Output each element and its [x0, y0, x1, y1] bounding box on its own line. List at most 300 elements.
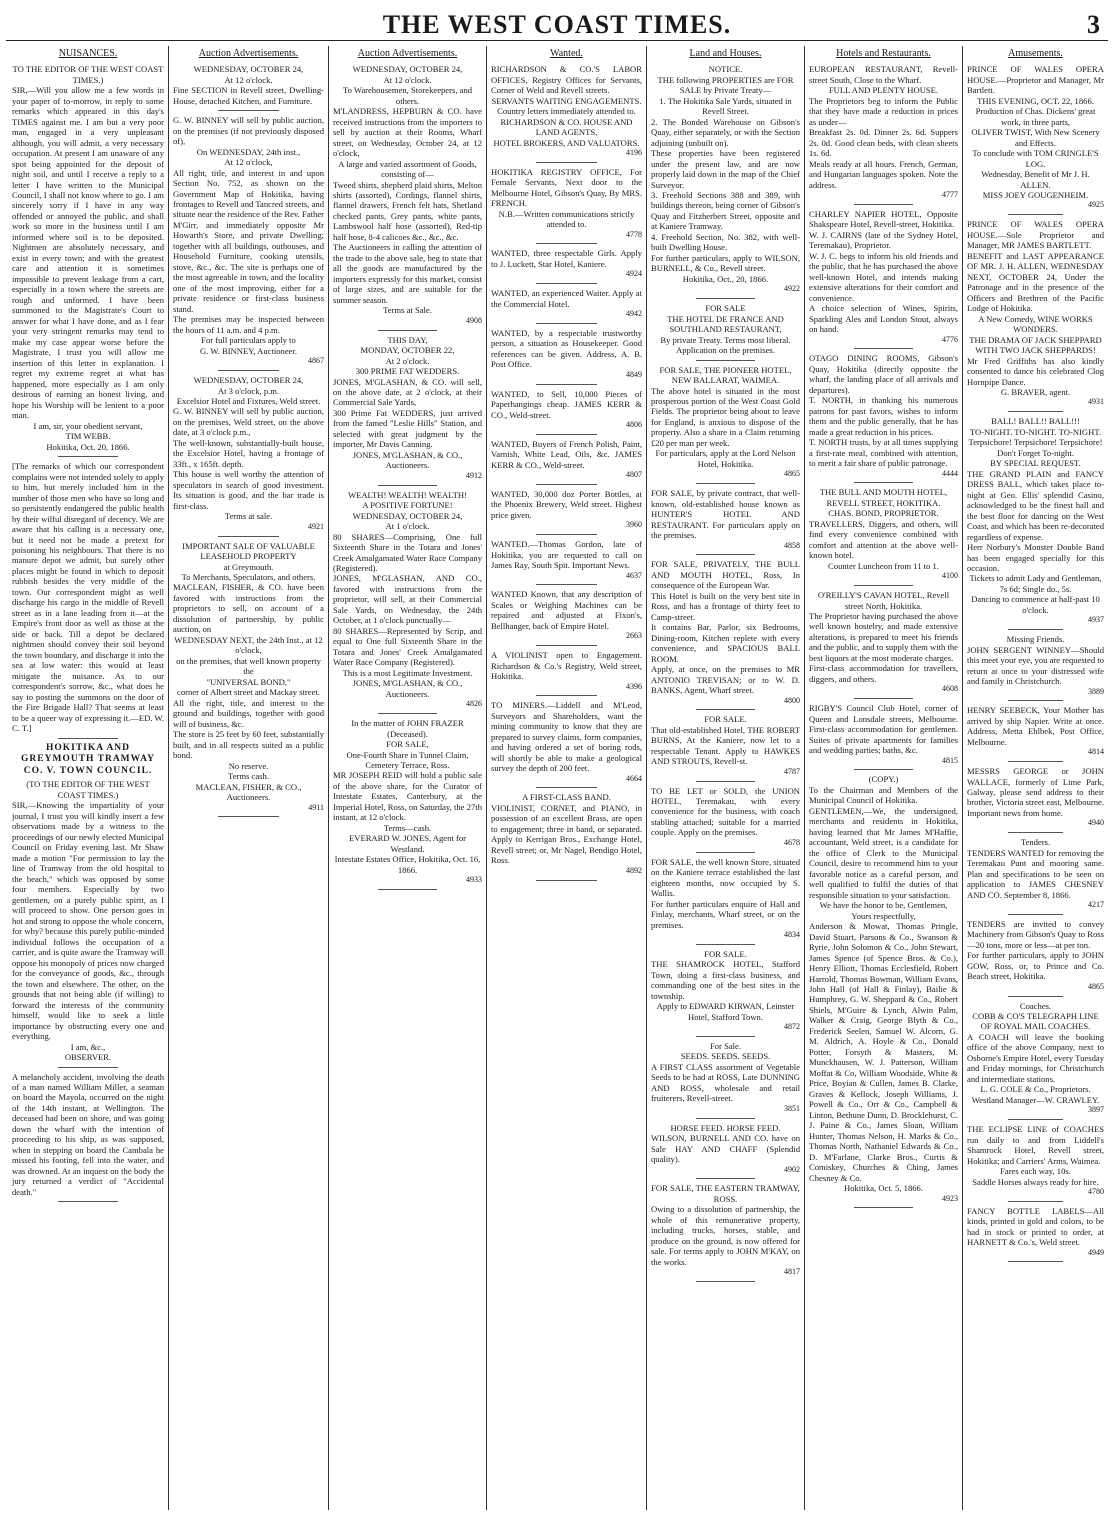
separator — [536, 434, 596, 435]
item-text: SIR,—Knowing the impartiality of your journal, I trust you will kindly insert a few observations made by a witness to the proceedings of our newly elected Municipal Council on Friday evening last. Mr Shaw made a motion "For permission to lay the line of Tramway from the old hospital to the beach," which was opposed by some four members. Especially by two gentlemen, on a purely public spirit, as I will proceed to show. One person goes in hot and strong to oppose the whole concern, for why? because this purely public-minded individual follows the occupation of a carrier, and is quite aware the Tramway will oppose his monopoly of prices now charged for the conveyance of goods, &c., through the town and elsewhere. The other, on the grounds that not being able (if willing) to forward the interests of the community himself, would like to seek a little importance by obstructing every one and everything. — [12, 800, 164, 1042]
item-text: THE DRAMA OF JACK SHEPPARD WITH TWO JACK SHEPPARDS! — [969, 334, 1102, 356]
item-text: Hokitika, Oct., 20, 1866. — [682, 273, 769, 284]
item-text: 2. The Bonded Warehouse on Gibson's Quay, either separately, or with the Section adjoining (unbuilt on). — [651, 116, 800, 148]
item-text: HOKITIKA REGISTRY OFFICE, For Female Servants, Next door to the Melbourne Hotel, Gibson's Quay, By MRS. FRENCH. — [491, 166, 642, 209]
separator — [536, 283, 596, 284]
item-text: WANTED, 30,000 doz Porter Bottles, at the Phoenix Brewery, Weld street. Highest price given. — [491, 489, 642, 520]
ad-reference-number: 4867 — [308, 356, 324, 366]
separator — [58, 1201, 119, 1202]
separator — [536, 162, 596, 163]
separator — [854, 482, 914, 483]
column-7 — [962, 46, 1108, 1510]
item-text: Coaches. — [1019, 1000, 1052, 1011]
item-text: A large and varied assortment of Goods, consisting of— — [338, 158, 477, 180]
item-text: Application on the premises. — [676, 345, 775, 356]
separator — [696, 781, 756, 782]
item-text: No reserve. — [228, 760, 269, 771]
item-text: Dancing to commence at half-past 10 o'clock. — [971, 594, 1100, 615]
item-text: At 12 o'clock. — [224, 74, 273, 85]
item-text: Hokitika, Oct. 20, 1866. — [46, 441, 130, 452]
item-text: Saddle Horses always ready for hire. — [972, 1176, 1099, 1187]
separator — [378, 713, 438, 714]
column-heading: Land and Houses. — [689, 48, 762, 59]
item-text: O'REILLY'S CAVAN HOTEL, Revell street North, Hokitika. — [817, 590, 950, 611]
advertisement — [333, 718, 482, 885]
separator — [696, 298, 756, 299]
advertisement — [651, 1123, 800, 1175]
ad-reference-number: 4892 — [626, 865, 642, 875]
item-text: 300 Prime Fat WEDDERS, just arrived from the famed "Leslie Hills" Station, and selected with great judgment by the importer, Mr Davis Canning. — [333, 407, 482, 450]
ad-reference-number: 4908 — [466, 315, 482, 325]
ad-reference-number: 4664 — [626, 773, 642, 783]
separator — [1008, 214, 1063, 215]
item-text: MACLEAN, FISHER, & CO. have been favored with instructions from the proprietors to sell, on account of a dissolution of partnership, by public auction, on — [173, 582, 324, 635]
ad-reference-number: 4931 — [1088, 397, 1104, 407]
item-text: At 2 o'clock. — [385, 355, 430, 366]
item-text: TENDERS WANTED for removing the Teremakau Punt and mooring same. Plan and specifications to be seen on application to JAMES CHESNEY AND CO. September 8, 1866. — [967, 847, 1104, 900]
advertisement — [491, 489, 642, 530]
item-text: JONES, M'GLASHAN, AND CO., favored with instructions from the proprietor, will sell, at their Commercial Sale Yards, on Wednesday, the 24th October, at 1 o'clock punctually— — [333, 573, 482, 626]
ad-reference-number: 4858 — [784, 540, 800, 550]
separator — [1008, 1119, 1063, 1120]
item-text: Apply, at once, on the premises to MR ANTONIO TREVISAN; or to W. D. BANKS, Agent, Wharf street. — [651, 664, 800, 696]
ad-reference-number: 4817 — [784, 1267, 800, 1277]
item-text: At 1 o'clock. — [385, 521, 430, 532]
ad-reference-number: 4776 — [942, 334, 958, 344]
separator — [218, 536, 278, 537]
item-text: WANTED, by a respectable trustworthy person, a situation as Housekeeper. Good references can be given. Address, A. B. Post Office. — [491, 327, 642, 370]
ad-reference-number: 4933 — [466, 875, 482, 885]
masthead-rule — [6, 40, 1108, 41]
item-text: Intestate Estates Office, Hokitika, Oct. 16, 1866. — [334, 854, 481, 875]
advertisement — [967, 919, 1104, 992]
advertisement — [651, 303, 800, 355]
item-text: HOTEL BROKERS, AND VALUATORS. — [493, 137, 640, 148]
column-3 — [328, 46, 486, 1510]
item-text: WANTED.—Thomas Gordon, late of Hokitika, you are requested to call on James Ray, South Spit. Important News. — [491, 539, 642, 571]
advertisement — [967, 416, 1104, 625]
column-4 — [486, 46, 646, 1510]
item-text: The Proprietor having purchased the above well known hostelry, and made extensive alterations, is prepared to meet his friends and the public, and to supply them with the best liquors at the most moderate charges. — [809, 610, 958, 663]
item-text: A FIRST CLASS assortment of Vegetable Seeds to be had at ROSS, Late DUNNING AND ROSS, wholesale and retail fruiterers, Revell-street. — [651, 1061, 800, 1104]
item-text: W. J. CAIRNS (late of the Sydney Hotel, Teremakau), Proprietor. — [809, 229, 958, 251]
item-text: FOR SALE, — [386, 739, 429, 750]
item-text: FOR SALE. — [704, 948, 747, 959]
column-6 — [804, 46, 962, 1510]
item-text: At 12 o'clock. — [383, 74, 432, 85]
item-text: [The remarks of which our correspondent complains were not intended solely to apply to him, but merely included him in the number of those men who have so long and so persistently endangered the public health by their wilful disregard of decency. We are aware that his calling is a necessary one, but it need not be made a pretext for poisoning his neighbours. That there is no manure depot we admit, but surely other places might be found in which to deposit rubbish besides the very middle of the town. Our correspondent might as well discharge his cargo in the middle of Revell street as in a lane leading from it—at the Empire's front door as well as those at the side or back. Till a depot be declared nightmen should convey their soil beyond the town boundary, and discharge it into the sea at low water: this would at least mitigate the nuisance. As to our correspondent's sorrow, &c., what does he say to posting the summons on the door of the Fire Brigade Hall? That seems at least to be a queer way of expressing it.—ED. W. C. T.] — [12, 461, 164, 734]
item-text: MONDAY, OCTOBER 22, — [360, 345, 455, 356]
separator — [218, 816, 278, 817]
advertisement — [651, 365, 800, 480]
item-text: Terms—cash. — [383, 822, 432, 833]
advertisement — [12, 743, 164, 1063]
advertisement — [967, 219, 1104, 407]
advertisement — [173, 115, 324, 366]
separator — [378, 889, 438, 890]
item-text: First-class accommodation for travellers, diggers, and others. — [809, 663, 958, 684]
item-text: This Hotel is built on the very best site in Ross, and has a frontage of thirty feet to Camp-street. — [651, 590, 800, 622]
advertisement — [651, 1041, 800, 1114]
item-text: WANTED, Buyers of French Polish, Paint, Varnish, White Lead, Oils, &c. JAMES KERR & CO., Weld-street. — [491, 438, 642, 470]
item-text: WANTED, to Sell, 10,000 Pieces of Paperhangings cheap. JAMES KERR & CO., Weld-street. — [491, 388, 642, 420]
separator — [696, 483, 756, 484]
advertisement — [809, 703, 958, 765]
separator — [378, 485, 438, 486]
separator — [696, 944, 756, 945]
item-text: on the premises, that well known property the — [176, 655, 321, 677]
item-text: WEDNESDAY, OCTOBER 24, — [352, 64, 463, 75]
item-text: WEDNESDAY, OCTOBER 24, — [193, 64, 304, 75]
item-text: To the Chairman and Members of the Municipal Council of Hokitika. — [809, 784, 958, 806]
item-text: MISS JOEY GOUGENHEIM. — [982, 190, 1089, 200]
item-text: L. G. COLE & Co., Proprietors. Westland Manager—W. CRAWLEY. — [971, 1084, 1100, 1105]
column-heading: NUISANCES. — [58, 48, 118, 59]
ad-reference-number: 4396 — [626, 681, 642, 691]
item-text: WANTED, three respectable Girls. Apply to J. Luckett, Star Hotel, Kaniere. — [491, 248, 642, 269]
advertisement — [491, 792, 642, 875]
ad-reference-number: 4800 — [784, 695, 800, 705]
ad-reference-number: 4911 — [308, 802, 324, 812]
ad-reference-number: 4865 — [784, 469, 800, 479]
advertisement — [651, 1183, 800, 1277]
ad-reference-number: 4949 — [1088, 1247, 1104, 1257]
separator — [854, 1207, 914, 1208]
item-text: "UNIVERSAL BOND," — [206, 676, 291, 687]
item-text: Missing Friends. — [1006, 634, 1065, 645]
advertisement — [809, 487, 958, 581]
item-text: THE following PROPERTIES are FOR SALE by Private Treaty— — [657, 74, 794, 96]
item-text: RIGBY'S Council Club Hotel, corner of Queen and Lonsdale streets, Melbourne. First-class accommodation for gentlemen. Suites of private apartments for families and wedding parties; baths, &c. — [809, 703, 958, 756]
separator — [1008, 914, 1063, 915]
ad-reference-number: 4942 — [626, 309, 642, 319]
item-text: TIM WEBB. — [65, 431, 111, 442]
item-text: Tweed shirts, shepherd plaid shirts, Melton shirts (assorted), Cordings, flannel shirts, flannel drawers, French felt hats, Shetland checked pants, Grey pants, white pants, Lambswool half hose (assorted), Red-tip half hose, 8-4 calicoes &c., &c., &c. — [333, 179, 482, 242]
item-text: at Greymouth. — [223, 561, 274, 572]
item-text: G. W. BINNEY will sell by public auction, on the premises, Weld street, on the above date, at 3 o'clock p.m., — [173, 406, 324, 438]
item-text: That old-established Hotel, THE ROBERT BURNS, At the Kaniere, now let to a respectable Tenant. Apply to HAWKES AND STROUTS, Revell-st. — [651, 724, 800, 767]
separator — [58, 1067, 119, 1068]
item-text: 4. Freehold Section, No. 382, with well-built Dwelling House. — [651, 231, 800, 253]
item-text: The store is 25 feet by 60 feet, substantially built, and in all respects suited as a public bond. — [173, 729, 324, 761]
item-text: FOR SALE — [705, 303, 746, 314]
column-heading: Hotels and Restaurants. — [836, 48, 931, 59]
item-text: JONES, M'GLASHAN, & CO. will sell, on the above date, at 2 o'clock, at their Commercial Sale Yards, — [333, 376, 482, 408]
item-text: WEALTH! WEALTH! WEALTH! — [347, 489, 468, 500]
item-text: Wednesday, Benefit of Mr J. H. ALLEN. — [981, 169, 1090, 190]
column-5 — [646, 46, 804, 1510]
item-text: Terms cash. — [228, 771, 269, 782]
item-text: RICHARDSON & CO.'S LABOR OFFICES, Registry Offices for Servants, Corner of Weld and Revell streets. — [491, 64, 642, 96]
item-text: I am, &c., — [70, 1041, 106, 1052]
item-text: Terms at sale. — [224, 511, 273, 522]
item-text: TO MINERS.—Liddell and M'Leod, Surveyors and Shareholders, want the mining community to know that they are prepared to survey claims, form companies, and having ordered a set of boring rods, will shortly be able to make a geological survey the depth of 200 feet. — [491, 700, 642, 774]
item-text: PRINCE OF WALES OPERA HOUSE.—Sole Proprietor and Manager, MR JAMES BARTLETT. — [967, 219, 1104, 251]
item-text: Breakfast 2s. 0d. Dinner 2s. 6d. Suppers 2s. 0d. Good clean beds, with clean sheets 1s. 6d. — [809, 127, 958, 159]
item-text: HENRY SEEBECK, Your Mother has arrived by ship Napier. Write at once. Address, Metta Ehlbek, Post Office, Melbourne. — [967, 705, 1104, 747]
advertisement — [491, 439, 642, 480]
item-text: Terpsichore! Terpsichore! Terpsichore! — [968, 437, 1103, 448]
item-text: W. J. C. begs to inform his old friends and the public, that he has purchased the above well-known Hotel, and intends making extensive alterations for their comfort and convenience. — [809, 250, 958, 303]
advertisement — [491, 589, 642, 641]
advertisement — [12, 461, 164, 734]
advertisement — [491, 167, 642, 240]
separator — [1008, 1261, 1063, 1262]
advertisement — [491, 64, 642, 158]
column-heading: Amusements. — [1008, 48, 1063, 59]
separator — [1008, 411, 1063, 412]
advertisement — [491, 389, 642, 430]
ad-reference-number: 4815 — [942, 755, 958, 765]
separator — [1008, 996, 1063, 997]
ad-reference-number: 4444 — [942, 468, 958, 478]
advertisement — [333, 335, 482, 481]
ad-reference-number: 4777 — [942, 190, 958, 199]
separator — [696, 1118, 756, 1119]
separator — [536, 787, 596, 788]
item-text: To Warehousemen, Storekeepers, and others. — [342, 85, 473, 106]
separator — [536, 534, 596, 535]
item-text: WEDNESDAY, OCTOBER 24, — [193, 375, 304, 386]
advertisement — [651, 559, 800, 705]
item-text: FOR SALE. — [704, 714, 747, 725]
item-text: Tenders. — [1020, 837, 1051, 848]
item-text: Counter Luncheon from 11 to 1. — [828, 560, 939, 571]
separator — [58, 738, 119, 739]
advertisement — [651, 64, 800, 294]
item-text: This house is well worthy the attention of speculators in search of good investment. Its situation is good, and the bar trade is first-class. — [173, 469, 324, 511]
ad-reference-number: 4826 — [466, 699, 482, 709]
item-text: The Proprietors beg to inform the Public that they have made a reduction in prices as under— — [809, 95, 958, 127]
item-text: Tickets to admit Lady and Gentleman, 7s 6d; Single do., 5s. — [969, 573, 1102, 594]
item-text: A POSITIVE FORTUNE! — [362, 500, 453, 511]
advertisement — [173, 541, 324, 813]
ad-reference-number: 2663 — [626, 631, 642, 641]
item-text: FOR SALE, the well known Store, situated on the Kaniere terrace established the last eighteen months, now occupied by S. Wallis. — [651, 856, 800, 899]
item-text: T. NORTH trusts, by at all times supplying a first-rate meal, combined with attention, to merit a fair share of public patronage. — [809, 437, 958, 469]
item-text: JOHN SERGENT WINNEY—Should this meet your eye, you are requested to return at once to your distressed wife and family in Christchurch. — [967, 644, 1104, 687]
item-text: corner of Albert street and Mackay street. — [177, 687, 320, 698]
ad-reference-number: 4217 — [1088, 900, 1104, 910]
item-text: A VIOLINIST open to Engagement. Richardson & Co.'s Registry, Weld street, Hokitika. — [491, 650, 642, 682]
item-text: PRINCE OF WALES OPERA HOUSE.—Proprietor and Manager, Mr Bartlett. — [967, 64, 1104, 96]
advertisement — [12, 1072, 164, 1198]
item-text: For full particulars apply to — [201, 335, 296, 346]
advertisement — [809, 209, 958, 345]
item-text: Excelsior Hotel and Fixtures, Weld street. — [176, 395, 321, 406]
item-text: WEDNESDAY NEXT, the 24th Inst., at 12 o'clock, — [174, 634, 323, 656]
item-text: A FIRST-CLASS BAND. — [522, 792, 611, 803]
item-text: Anderson & Mowat, Thomas Pringle, David Stuart, Parsons & Co., Swanson & Ryrie, John Solomon & Co., John Stewart, James Spence (of Spence Bros. & Co.), Henry Elliott, Thomas Ecclesfield, Robert Harrold, Thomas Bowman, William Evans, John Hall (of Hall & Finlay), Bailie & Humphrey, G. W. Sheppard & Co., Robert Shiels, M'Guire & Lynch, Alwin Palm, Walker & Craig, George Blyth & Co., Frederick Seelen, Samuel W. Alcorn, G. M. Aldrich, A. Hoyle & Co., Donald Potter, Forsyth & Masters, M. Munckhausen, W. J. Patterson, William Moffat & Co, William Woodside, White & Price, Boyian & Cullen, James B. Clarke, Graves & Kellock, Joseph Williams, J. Powell & Co., Orr & Co., Campbell & Linton, Bethune Dunn, D. Brocklehurst, C. J. Paine & Co., James Sloan, William Hunter, Thomas Nelson, H. Marks & Co., Thomas North, Nathaniel Edwards & Co., D. M'Farlane, Clarke Bros., Curtis & Comiskey, Churches & Ching, James Chesney & Co. — [809, 921, 958, 1183]
ad-reference-number: 4924 — [626, 269, 642, 279]
advertisement — [651, 857, 800, 940]
item-text: Meals ready at all hours. French, German, and Hungarian languages spoken. Note the address. — [809, 158, 958, 190]
item-text: THE ECLIPSE LINE of COACHES run daily to and from Liddell's Shamrock Hotel, Revell street, Hokitika; and Carriers' Arms, Waimea. — [967, 1124, 1104, 1166]
item-text: 80 SHARES—Represented by Scrip, and equal to One full Sixteenth Share in the Totara and Jones' Creek Amalgamated Water Race Company (Registered). — [333, 625, 482, 668]
separator — [854, 585, 914, 586]
ad-reference-number: 4637 — [626, 570, 642, 580]
separator — [1008, 761, 1063, 762]
column-1 — [8, 46, 168, 1510]
advertisement — [651, 714, 800, 776]
item-text: OBSERVER. — [64, 1052, 112, 1063]
item-text: JONES, M'GLASHAN, & CO., Auctioneers. — [352, 678, 463, 699]
item-text: All right, title, and interest in and upon Section No. 752, as shown on the Government Map of Hokitika, having frontages to Revell and Tancred streets, and situate near the residence of the Rev. Father M'Girr, and immediately opposite Mr Howarth's Store, and private Dwelling; together with all buildings, outhouses, and Household Furniture, cooking utensils, stove, &c., &c. The site is perhaps one of the most agreeable in town, and the locality one of the most improving, either for a private residence or first-class business stand. — [173, 167, 324, 314]
item-text: FANCY BOTTLE LABELS—All kinds, printed in gold and colors, to be had in stock or printed to order, at HARNETT & Co.'s, Weld street. — [967, 1205, 1104, 1248]
item-text: COBB & CO'S TELEGRAPH LINE OF ROYAL MAIL COACHES. — [972, 1011, 1099, 1032]
item-text: THIS EVENING, OCT. 22, 1866. — [977, 95, 1094, 106]
ad-reference-number: 4834 — [784, 930, 800, 940]
item-text: SERVANTS WAITING ENGAGEMENTS. — [491, 95, 642, 106]
column-heading: Auction Advertisements. — [357, 48, 458, 59]
newspaper-title: THE WEST COAST TIMES. — [382, 10, 732, 39]
advertisement — [12, 64, 164, 452]
advertisement — [967, 64, 1104, 210]
item-text: TO THE EDITOR OF THE WEST COAST TIMES.) — [12, 64, 164, 85]
advertisement — [809, 590, 958, 694]
item-text: For further particulars, apply to WILSON, BURNELL, & Co., Revell street. — [651, 252, 800, 274]
item-text: Owing to a dissolution of partnership, the whole of this remunerative property, including trucks, horses, stable, and produce on the ground, is now offered for sale. For terms apply to JOHN M'KAY, on the works. — [651, 1204, 800, 1267]
ad-reference-number: 4921 — [308, 521, 324, 531]
advertisement — [809, 64, 958, 200]
item-text: By private Treaty. Terms most liberal. — [660, 334, 791, 345]
item-text: TRAVELLERS, Diggers, and others, will find every convenience combined with comfort and attention at the above well-known hotel. — [809, 518, 958, 561]
separator — [536, 584, 596, 585]
separator — [854, 348, 914, 349]
advertisement — [173, 64, 324, 106]
item-text: Production of Chas. Dickens' great work, in three parts, — [975, 106, 1096, 127]
item-text: OTAGO DINING ROOMS, Gibson's Quay, Hokitika (directly opposite the wharf, the landing place of all arrivals and departures). — [809, 353, 958, 395]
ad-reference-number: 4902 — [784, 1164, 800, 1174]
advertisement — [967, 705, 1104, 757]
item-text: For particulars, apply at the Lord Nelson Hotel, Hokitika. — [655, 448, 796, 469]
separator — [696, 554, 756, 555]
advertisement — [491, 700, 642, 783]
item-text: 300 PRIME FAT WEDDERS. — [355, 366, 460, 377]
advertisement — [967, 766, 1104, 828]
item-text: FULL AND PLENTY HOUSE. — [828, 85, 939, 96]
advertisement — [491, 288, 642, 319]
ad-reference-number: 4923 — [942, 1193, 958, 1203]
ad-reference-number: 4608 — [942, 684, 958, 694]
item-text: CHARLEY NAPIER HOTEL, Opposite Shakspeare Hotel, Revell-street, Hokitika. — [809, 208, 958, 230]
item-text: In the matter of JOHN FRAZER (Deceased). — [351, 718, 464, 739]
item-text: Mr Fred Griffiths has also kindly consented to dance his celebrated Clog Hornpipe Dance. — [967, 355, 1104, 387]
item-text: A melancholy accident, involving the death of a man named William Miller, a seaman on board the Mayola, occurred on the night of the 14th instant, at Wellington. The deceased had been on shore, and was going down the wharf with the intention of proceeding to his ship, as was supposed, when in stepping on board the Cambala he missed his footing, fell into the water, and was drowned. At an inquest on the body the jury returned a verdict of "Accidental death." — [12, 1071, 164, 1197]
advertisement — [651, 949, 800, 1032]
item-text: WANTED, an experienced Waiter. Apply at the Commercial Hotel. — [491, 288, 642, 309]
item-text: IMPORTANT SALE OF VALUABLE LEASEHOLD PROPERTY — [182, 540, 315, 562]
column-heading: Auction Advertisements. — [198, 48, 299, 59]
advertisement — [967, 837, 1104, 910]
ad-reference-number: 4807 — [626, 470, 642, 480]
separator — [1008, 629, 1063, 630]
separator — [536, 384, 596, 385]
ad-reference-number: 4865 — [1088, 981, 1104, 991]
ad-reference-number: 4780 — [1088, 1187, 1104, 1197]
item-text: G. W. BINNEY, Auctioneer. — [200, 345, 297, 356]
item-text: THE GRAND PLAIN and FANCY DRESS BALL, which takes place to-night at Geo. Ellis' splendid Casino, acknowledged to be the finest hall and the best floor for dancing on the West Coast, and which has been re-decorated regardless of expense. — [967, 468, 1104, 542]
item-text: (TO THE EDITOR OF THE WEST COAST TIMES.) — [26, 779, 150, 800]
item-text: CHAS. BOND, PROPRIETOR. — [828, 508, 939, 519]
item-text: Hokitika, Oct. 5, 1866. — [843, 1183, 923, 1194]
item-text: FOR SALE, by private contract, that well-known, old-established house known as HUNTER'S HOTEL AND RESTAURANT. For particulars apply on the premises. — [651, 488, 800, 541]
separator — [696, 360, 756, 361]
advertisement — [967, 634, 1104, 696]
item-text: N.B.—Written communications strictly attended to. — [498, 208, 635, 230]
item-text: MR JOSEPH REID will hold a public sale of the above share, for the Curator of Intestate Estates, Canterbury, at the Imperial Hotel, Ross, on Saturday, the 27th instant, at 12 o'clock. — [333, 770, 482, 823]
separator — [218, 370, 278, 371]
item-text: NOTICE. — [708, 64, 743, 75]
item-text: WILSON, BURNELL AND CO. have on Sale HAY AND CHAFF (Splendid quality). — [651, 1133, 800, 1165]
ad-reference-number: 3889 — [1088, 686, 1104, 696]
separator — [378, 330, 438, 331]
item-text: OLIVER TWIST, With New Scenery and Effects. — [971, 127, 1100, 148]
item-text: Don't Forget To-night. — [997, 447, 1074, 458]
item-text: Fine SECTION in Revell street, Dwelling-House, detached Kitchen, and Furniture. — [173, 85, 324, 106]
item-text: EUROPEAN RESTAURANT, Revell-street South, Close to the Wharf. — [809, 64, 958, 85]
item-text: To Merchants, Speculators, and others. — [181, 572, 316, 582]
item-text: JONES, M'GLASHAN, & CO., Auctioneers. — [352, 449, 463, 471]
item-text: FOR SALE, THE PIONEER HOTEL, NEW BALLARAT, WAIMEA. — [659, 364, 792, 386]
item-text: HORSE FEED. HORSE FEED. — [670, 1122, 781, 1133]
column-2 — [168, 46, 328, 1510]
separator — [696, 1036, 756, 1037]
separator — [854, 769, 914, 770]
item-text: 3. Freehold Sections 388 and 389, with buildings thereon, being corner of Gibson's Quay and Fitzherbert Street, opposite and at Kaniere Tramway. — [651, 190, 800, 232]
separator — [696, 709, 756, 710]
item-text: M'LANDRESS, HEPBURN & CO. have received instructions from the importers to sell by auction at their Rooms, Wharf street, on Wednesday, October 24, at 12 o'clock, — [333, 106, 482, 159]
item-text: The Auctioneers in calling the attention of the trade to the above sale, beg to state that all the goods are manufactured by the importers expressly for this market, consist of large sizes, and are suitable for the summer season. — [333, 242, 482, 305]
item-text: We have the honor to be, Gentlemen, Yours respectfully, — [819, 900, 948, 921]
ad-reference-number: 4814 — [1088, 747, 1104, 757]
item-title: HOKITIKA AND GREYMOUTH TRAMWAY CO. V. TOWN COUNCIL. — [21, 742, 155, 776]
separator — [218, 110, 278, 111]
item-text: MACLEAN, FISHER, & CO., Auctioneers. — [195, 781, 302, 803]
item-text: (COPY.) — [868, 774, 899, 785]
separator — [58, 456, 119, 457]
item-text: G. W. BINNEY will sell by public auction, on the premises (if not previously disposed of), — [173, 115, 324, 147]
separator — [696, 852, 756, 853]
ad-reference-number: 4787 — [784, 766, 800, 776]
separator — [1008, 832, 1063, 833]
item-text: A New Comedy, WINE WORKS WONDERS. — [978, 313, 1093, 335]
ad-reference-number: 4922 — [784, 284, 800, 294]
separator — [536, 645, 596, 646]
item-text: Terms at Sale. — [383, 305, 432, 316]
item-text: A COACH will leave the booking office of the above Company, next to Osborne's Empire Hotel, every Tuesday and Friday mornings, for Christchurch and intermediate stations. — [967, 1031, 1104, 1084]
ad-reference-number: 4100 — [942, 571, 958, 581]
advertisement — [809, 353, 958, 478]
item-text: T. NORTH, in thanking his numerous patrons for past favors, wishes to inform them and the public generally, that he has made a great reduction in his prices. — [809, 395, 958, 437]
item-text: THE SHAMROCK HOTEL, Stafford Town, doing a first-class business, and commanding one of the best sites in the township. — [651, 959, 800, 1001]
separator — [536, 484, 596, 485]
item-text: Country letters immediately attended to. — [497, 106, 636, 117]
ad-reference-number: 4196 — [626, 148, 642, 158]
item-text: BY SPECIAL REQUEST. — [990, 458, 1081, 469]
item-text: VIOLINIST, CORNET, and PIANO, in possession of an excellent Brass, are open to engagement; three in band, or separated. Apply to Kerrigan Bros., Exchange Hotel, Revell street; or, Mr Nagel, Bendigo Hotel, Ross. — [491, 802, 642, 866]
item-text: SEEDS. SEEDS. SEEDS. — [680, 1051, 771, 1062]
item-text: FOR SALE, PRIVATELY, THE BULL AND MOUTH HOTEL, Ross, In consequence of the European War. — [651, 559, 800, 591]
ad-reference-number: 4940 — [1088, 818, 1104, 828]
item-text: I am, sir, your obedient servant, — [33, 420, 143, 431]
item-text: It contains Bar, Parlor, six Bedrooms, Dining-room, Kitchen replete with every convenience, and SPACIOUS BALL ROOM. — [651, 622, 800, 664]
separator — [536, 323, 596, 324]
item-text: TO-NIGHT. TO-NIGHT. TO-NIGHT. — [969, 426, 1102, 437]
ad-reference-number: 4872 — [784, 1022, 800, 1032]
item-text: SIR,—Will you allow me a few words in your paper of to-morrow, in reply to some remarks which appeared in this day's TIMES against me. I am but a very poor man, engaged in a very unpleasant although, you will admit, a very necessary occupation. At present I am unaware of any spot being appointed for the deposit of night soil, and until I receive a reply to a letter I have written to the Municipal Council, I shall not know where to go. I am sincerely sorry if I have in any way offended or annoyed the public, and shall work so more in the business until I am informed where soil is to be deposited. Nightmen are absolutely necessary, and exist in every town; and with the greatest care and attention it is sometimes impossible to prevent leakage from a cart, especially in a town where the streets are rough and unformed. I have been summoned to the Magistrate's Court to answer for what I have done, and as I fear your very stringent remarks may tend to make my case appear worse before the Magistrate, I trust you will allow me insertion of this letter in explanation. I regret my extreme regret at what has happened, more especially as I am only desirous of earning an honest living, and hope his Worship will be lenient to a poor man. — [12, 85, 164, 421]
separator — [1008, 700, 1063, 701]
